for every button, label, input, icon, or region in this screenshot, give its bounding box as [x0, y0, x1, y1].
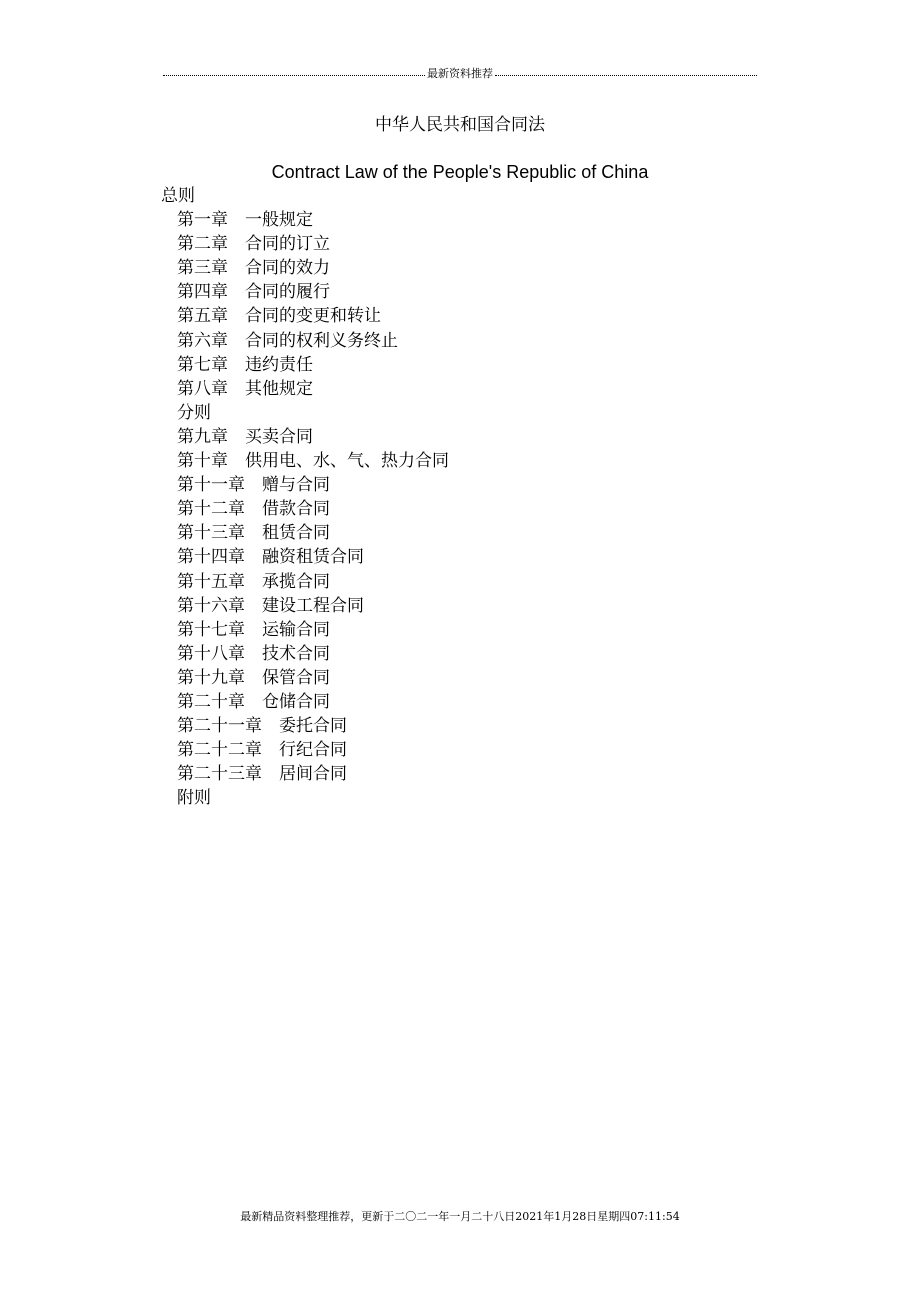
- chapter-number: 第十五章: [177, 571, 245, 592]
- chapter-entry: [161, 304, 761, 328]
- chapter-title: 合同的权利义务终止: [245, 330, 398, 351]
- chapter-number: 第三章: [177, 258, 228, 279]
- footer-note: 最新精品资料整理推荐，更新于二〇二一年一月二十八日2021年1月28日星期四07:11:54: [240, 1210, 680, 1223]
- chapter-title: 一般规定: [245, 210, 313, 231]
- chapter-entry: [161, 738, 761, 762]
- chapter-entry: [161, 473, 761, 497]
- chapter-title: 其他规定: [245, 378, 313, 399]
- chapter-entry: [161, 353, 761, 377]
- chapter-number: 第十七章: [177, 619, 245, 640]
- chapter-title: 借款合同: [262, 499, 330, 520]
- part-heading-specific: 分则: [177, 402, 211, 423]
- chapter-number: 第十六章: [177, 595, 245, 616]
- chapter-number: 第二十一章: [177, 716, 262, 737]
- chapter-title: 供用电、水、气、热力合同: [245, 451, 449, 472]
- chapter-number: 第十一章: [177, 475, 245, 496]
- chapter-number: 第十九章: [177, 667, 245, 688]
- document-subtitle: Contract Law of the People's Republic of China: [271, 162, 649, 182]
- chapter-entry: [161, 232, 761, 256]
- chapter-entry: [161, 256, 761, 280]
- chapter-entry: [161, 690, 761, 714]
- chapter-title: 买卖合同: [245, 426, 313, 447]
- part-heading-general: 总则: [161, 186, 195, 206]
- chapter-number: 第九章: [177, 426, 228, 447]
- chapter-title: 合同的效力: [245, 258, 330, 279]
- header-label: 最新资料推荐: [427, 67, 493, 80]
- chapter-number: 第十二章: [177, 499, 245, 520]
- chapter-entry: [161, 377, 761, 401]
- chapter-number: 第八章: [177, 378, 228, 399]
- chapter-entry: [161, 570, 761, 594]
- chapter-entry: [161, 449, 761, 473]
- chapter-title: 建设工程合同: [262, 595, 364, 616]
- chapter-title: 技术合同: [262, 643, 330, 664]
- chapter-title: 运输合同: [262, 619, 330, 640]
- chapter-title: 委托合同: [279, 716, 347, 737]
- chapter-title: 合同的变更和转让: [245, 306, 381, 327]
- chapter-entry: [161, 642, 761, 666]
- chapter-entry: [161, 280, 761, 304]
- chapter-entry: [161, 521, 761, 545]
- part-heading-supplementary: 附则: [177, 788, 211, 809]
- document-title: 中华人民共和国合同法: [375, 115, 545, 135]
- general-chapter-list: [161, 208, 761, 401]
- chapter-number: 第一章: [177, 210, 228, 231]
- chapter-number: 第四章: [177, 282, 228, 303]
- header-dotted-rule-right: [495, 75, 757, 76]
- header-dotted-rule-left: [163, 75, 425, 76]
- chapter-number: 第二十章: [177, 691, 245, 712]
- chapter-title: 居间合同: [279, 764, 347, 785]
- chapter-title: 赠与合同: [262, 475, 330, 496]
- chapter-entry: [161, 594, 761, 618]
- chapter-number: 第二十三章: [177, 764, 262, 785]
- chapter-number: 第二章: [177, 234, 228, 255]
- chapter-title: 保管合同: [262, 667, 330, 688]
- chapter-title: 合同的履行: [245, 282, 330, 303]
- chapter-entry: [161, 208, 761, 232]
- chapter-number: 第六章: [177, 330, 228, 351]
- chapter-number: 第二十二章: [177, 740, 262, 761]
- chapter-number: 第五章: [177, 306, 228, 327]
- specific-chapter-list: [161, 425, 761, 786]
- chapter-entry: [161, 762, 761, 786]
- chapter-number: 第十章: [177, 451, 228, 472]
- chapter-entry: [161, 329, 761, 353]
- chapter-title: 租赁合同: [262, 523, 330, 544]
- header-banner: [163, 66, 757, 82]
- chapter-entry: [161, 618, 761, 642]
- chapter-entry: [161, 666, 761, 690]
- chapter-title: 合同的订立: [245, 234, 330, 255]
- table-of-contents: [161, 184, 761, 810]
- chapter-number: 第十四章: [177, 547, 245, 568]
- chapter-entry: [161, 497, 761, 521]
- chapter-entry: [161, 425, 761, 449]
- chapter-title: 融资租赁合同: [262, 547, 364, 568]
- chapter-title: 仓储合同: [262, 691, 330, 712]
- chapter-entry: [161, 545, 761, 569]
- chapter-entry: [161, 714, 761, 738]
- chapter-number: 第十八章: [177, 643, 245, 664]
- chapter-title: 承揽合同: [262, 571, 330, 592]
- chapter-number: 第七章: [177, 354, 228, 375]
- chapter-title: 行纪合同: [279, 740, 347, 761]
- chapter-title: 违约责任: [245, 354, 313, 375]
- chapter-number: 第十三章: [177, 523, 245, 544]
